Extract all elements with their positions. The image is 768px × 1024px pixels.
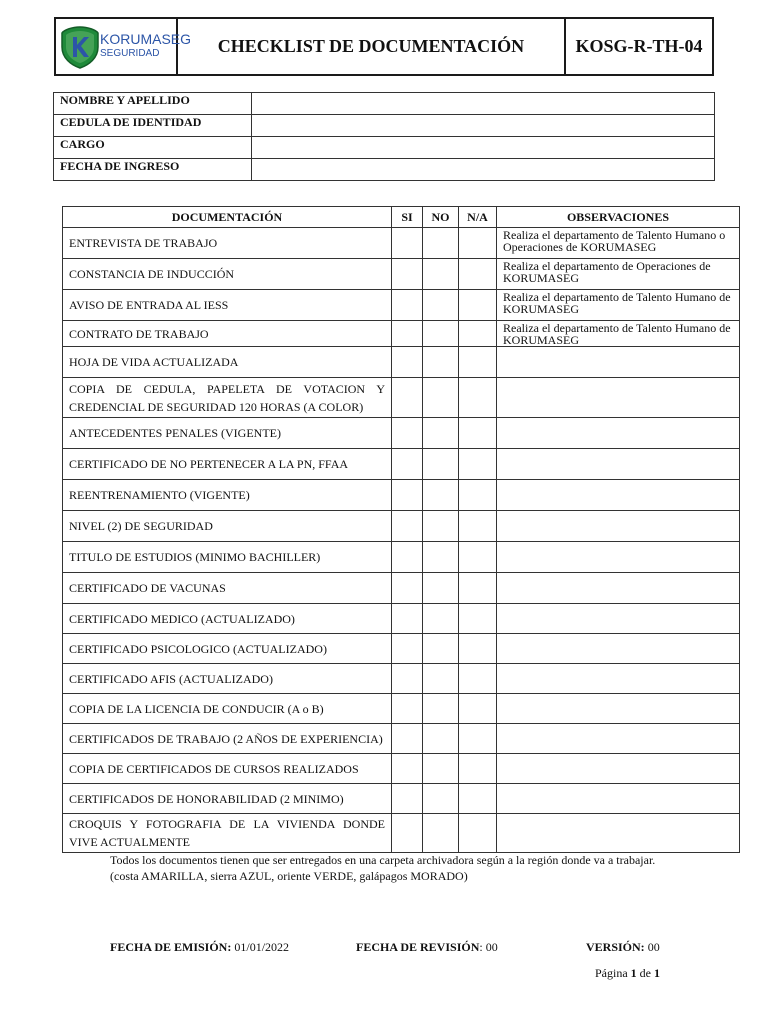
observation-cell[interactable] [497,724,740,754]
observation-cell[interactable] [497,542,740,573]
si-checkbox-cell[interactable] [392,228,423,259]
na-checkbox-cell[interactable] [459,321,497,347]
observation-cell[interactable]: Realiza el departamento de Talento Humano de KORUMASEG [497,290,740,321]
si-checkbox-cell[interactable] [392,259,423,290]
document-name: CERTIFICADO MEDICO (ACTUALIZADO) [63,604,392,634]
folder-color-note [110,852,670,884]
revision-value: : 00 [479,940,498,954]
document-name: CERTIFICADO PSICOLOGICO (ACTUALIZADO) [63,634,392,664]
na-checkbox-cell[interactable] [459,290,497,321]
na-checkbox-cell[interactable] [459,511,497,542]
document-name: COPIA DE CEDULA, PAPELETA DE VOTACION Y CREDENCIAL DE SEGURIDAD 120 HORAS (A COLOR) [63,378,392,418]
checklist-row [63,347,740,378]
document-name: CROQUIS Y FOTOGRAFIA DE LA VIVIENDA DONDE VIVE ACTUALMENTE [63,814,392,853]
observation-cell[interactable] [497,480,740,511]
column-header-no: NO [423,207,459,228]
na-checkbox-cell[interactable] [459,378,497,418]
document-name: CONTRATO DE TRABAJO [63,321,392,347]
observation-cell[interactable] [497,573,740,604]
checklist-row [63,290,740,321]
info-label: NOMBRE Y APELLIDO [54,93,252,115]
document-header [54,17,714,76]
no-checkbox-cell[interactable] [423,259,459,290]
page-total: 1 [654,966,660,980]
info-label: CARGO [54,137,252,159]
checklist-row [63,228,740,259]
document-name: TITULO DE ESTUDIOS (MINIMO BACHILLER) [63,542,392,573]
document-name: CERTIFICADO DE NO PERTENECER A LA PN, FFAA [63,449,392,480]
emission-date [110,940,289,955]
info-value-field[interactable] [252,159,715,181]
na-checkbox-cell[interactable] [459,664,497,694]
si-checkbox-cell[interactable] [392,634,423,664]
checklist-row [63,724,740,754]
document-name: NIVEL (2) DE SEGURIDAD [63,511,392,542]
no-checkbox-cell[interactable] [423,321,459,347]
si-checkbox-cell[interactable] [392,347,423,378]
info-label: FECHA DE INGRESO [54,159,252,181]
checklist-row [63,573,740,604]
na-checkbox-cell[interactable] [459,634,497,664]
na-checkbox-cell[interactable] [459,814,497,853]
page-current: 1 [630,966,637,980]
checklist-row [63,604,740,634]
checklist-row [63,378,740,418]
documentation-checklist-table [62,206,740,853]
info-row [54,93,715,115]
observation-cell[interactable] [497,694,740,724]
no-checkbox-cell[interactable] [423,664,459,694]
checklist-row [63,449,740,480]
observation-cell[interactable] [497,814,740,853]
na-checkbox-cell[interactable] [459,228,497,259]
na-checkbox-cell[interactable] [459,694,497,724]
no-checkbox-cell[interactable] [423,604,459,634]
observation-cell[interactable] [497,604,740,634]
korumaseg-logo [60,25,192,69]
checklist-row [63,321,740,347]
observation-cell[interactable] [497,664,740,694]
observation-cell[interactable]: Realiza el departamento de Operaciones de KORUMASEG [497,259,740,290]
checklist-header-row [63,207,740,228]
revision-label: FECHA DE REVISIÓN [356,940,480,954]
page-prefix: Página [595,966,628,980]
observation-cell[interactable] [497,634,740,664]
na-checkbox-cell[interactable] [459,418,497,449]
checklist-row [63,664,740,694]
checklist-row [63,259,740,290]
observation-cell[interactable]: Realiza el departamento de Talento Humano de KORUMASEG [497,321,740,347]
document-title: CHECKLIST DE DOCUMENTACIÓN [178,19,566,74]
no-checkbox-cell[interactable] [423,694,459,724]
no-checkbox-cell[interactable] [423,814,459,853]
na-checkbox-cell[interactable] [459,347,497,378]
checklist-row [63,511,740,542]
document-name: REENTRENAMIENTO (VIGENTE) [63,480,392,511]
info-label: CEDULA DE IDENTIDAD [54,115,252,137]
no-checkbox-cell[interactable] [423,378,459,418]
no-checkbox-cell[interactable] [423,480,459,511]
si-checkbox-cell[interactable] [392,321,423,347]
observation-cell[interactable] [497,754,740,784]
si-checkbox-cell[interactable] [392,784,423,814]
no-checkbox-cell[interactable] [423,784,459,814]
no-checkbox-cell[interactable] [423,573,459,604]
checklist-row [63,418,740,449]
no-checkbox-cell[interactable] [423,290,459,321]
no-checkbox-cell[interactable] [423,418,459,449]
document-name: ANTECEDENTES PENALES (VIGENTE) [63,418,392,449]
si-checkbox-cell[interactable] [392,694,423,724]
observation-cell[interactable] [497,449,740,480]
column-header-si: SI [392,207,423,228]
logo-cell [56,19,192,74]
na-checkbox-cell[interactable] [459,449,497,480]
info-row [54,159,715,181]
checklist-row [63,694,740,724]
si-checkbox-cell[interactable] [392,604,423,634]
page-number [595,966,660,981]
version [586,940,660,955]
si-checkbox-cell[interactable] [392,449,423,480]
shield-icon [60,25,100,69]
checklist-row [63,814,740,853]
si-checkbox-cell[interactable] [392,480,423,511]
na-checkbox-cell[interactable] [459,480,497,511]
no-checkbox-cell[interactable] [423,347,459,378]
info-value-field[interactable] [252,137,715,159]
version-label: VERSIÓN: [586,940,645,954]
note-line-2: (costa AMARILLA, sierra AZUL, oriente VERDE, galápagos MORADO) [110,869,468,883]
info-row [54,115,715,137]
document-name: CONSTANCIA DE INDUCCIÓN [63,259,392,290]
na-checkbox-cell[interactable] [459,259,497,290]
si-checkbox-cell[interactable] [392,290,423,321]
logo-brand-text: KORUMASEG [100,31,192,47]
page-of: de [639,966,651,980]
na-checkbox-cell[interactable] [459,542,497,573]
revision-date [356,940,498,955]
no-checkbox-cell[interactable] [423,724,459,754]
na-checkbox-cell[interactable] [459,784,497,814]
checklist-row [63,784,740,814]
document-name: ENTREVISTA DE TRABAJO [63,228,392,259]
info-value-field[interactable] [252,93,715,115]
info-value-field[interactable] [252,115,715,137]
no-checkbox-cell[interactable] [423,634,459,664]
si-checkbox-cell[interactable] [392,754,423,784]
checklist-row [63,480,740,511]
no-checkbox-cell[interactable] [423,542,459,573]
observation-cell[interactable] [497,418,740,449]
document-name: AVISO DE ENTRADA AL IESS [63,290,392,321]
observation-cell[interactable] [497,784,740,814]
note-line-1: Todos los documentos tienen que ser entregados en una carpeta archivadora según a la región donde va a trabajar. [110,853,656,867]
na-checkbox-cell[interactable] [459,604,497,634]
column-header-na: N/A [459,207,497,228]
emission-value: 01/01/2022 [234,940,290,954]
checklist-row [63,634,740,664]
si-checkbox-cell[interactable] [392,418,423,449]
emission-label: FECHA DE EMISIÓN: [110,940,232,954]
si-checkbox-cell[interactable] [392,511,423,542]
na-checkbox-cell[interactable] [459,754,497,784]
document-name: HOJA DE VIDA ACTUALIZADA [63,347,392,378]
document-code: KOSG-R-TH-04 [575,36,703,56]
checklist-row [63,542,740,573]
na-checkbox-cell[interactable] [459,573,497,604]
document-name: CERTIFICADO DE VACUNAS [63,573,392,604]
column-header-obs: OBSERVACIONES [497,207,740,228]
no-checkbox-cell[interactable] [423,228,459,259]
no-checkbox-cell[interactable] [423,754,459,784]
si-checkbox-cell[interactable] [392,378,423,418]
document-name: CERTIFICADO AFIS (ACTUALIZADO) [63,664,392,694]
document-name: CERTIFICADOS DE HONORABILIDAD (2 MINIMO) [63,784,392,814]
employee-info-table [53,92,715,181]
observation-cell[interactable] [497,511,740,542]
document-name: COPIA DE CERTIFICADOS DE CURSOS REALIZADOS [63,754,392,784]
si-checkbox-cell[interactable] [392,573,423,604]
observation-cell[interactable] [497,378,740,418]
si-checkbox-cell[interactable] [392,814,423,853]
no-checkbox-cell[interactable] [423,511,459,542]
checklist-row [63,754,740,784]
document-name: COPIA DE LA LICENCIA DE CONDUCIR (A o B) [63,694,392,724]
si-checkbox-cell[interactable] [392,664,423,694]
version-value: 00 [647,940,660,954]
observation-cell[interactable] [497,347,740,378]
column-header-doc: DOCUMENTACIÓN [63,207,392,228]
info-row [54,137,715,159]
si-checkbox-cell[interactable] [392,724,423,754]
na-checkbox-cell[interactable] [459,724,497,754]
logo-sub-text: SEGURIDAD [100,48,160,59]
observation-cell[interactable]: Realiza el departamento de Talento Humano o Operaciones de KORUMASEG [497,228,740,259]
si-checkbox-cell[interactable] [392,542,423,573]
no-checkbox-cell[interactable] [423,449,459,480]
document-name: CERTIFICADOS DE TRABAJO (2 AÑOS DE EXPERIENCIA) [63,724,392,754]
